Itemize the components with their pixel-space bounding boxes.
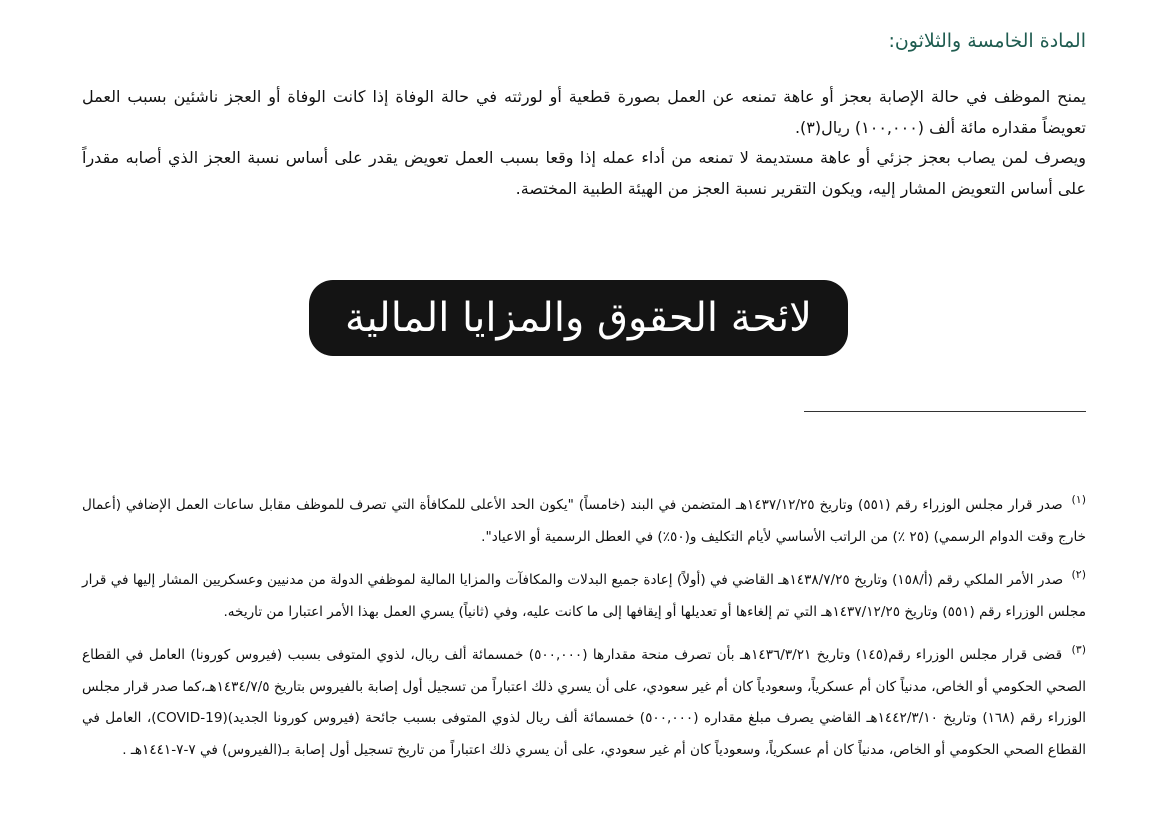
article-paragraph: ويصرف لمن يصاب بعجز جزئي أو عاهة مستديمة لا تمنعه من أداء عمله إذا وقعا بسبب العمل تعويض يقدر على أساس نسبة العجز الذي أصابه مقدراً على أساس التعويض المشار إليه، ويكون التقرير نسبة العجز من الهيئة الطبية المختصة. (82, 148, 1086, 198)
footnote-number: (١) (1071, 493, 1087, 507)
footnote-text: صدر الأمر الملكي رقم (أ/١٥٨) وتاريخ ١٤٣٨/٧/٢٥هـ القاضي في (أولاً) إعادة جميع البدلات والمكافآت والمزايا المالية لموظفي الدولة من مدنيين وعسكريين المشار إليها في قرار مجلس الوزراء رقم (٥٥١) وتاريخ ١٤٣٧/١٢/٢٥هـ التي تم إلغاءها أو تعديلها أو إيقافها إلى ما كانت عليه، وفي (ثانياً) يسري العمل بهذا الأمر اعتبارا من تاريخه. (82, 572, 1086, 620)
footnote-text: صدر قرار مجلس الوزراء رقم (٥٥١) وتاريخ ١٤٣٧/١٢/٢٥هـ المتضمن في البند (خامساً) "يكون الحد الأعلى للمكافأة التي تصرف للموظف مقابل ساعات العمل الإضافي (أعمال خارج وقت الدوام الرسمي) (٢٥ ٪) من الراتب الأساسي لأيام التكليف و(٥٠٪) في العطل الرسمية أو الاعياد". (82, 497, 1086, 545)
footnote-number: (٣) (1071, 643, 1086, 657)
footnote-divider (804, 411, 1086, 412)
footnotes (82, 490, 1086, 778)
article-paragraph: يمنح الموظف في حالة الإصابة بعجز أو عاهة تمنعه عن العمل بصورة قطعية أو لورثته في حالة الوفاة إذا كانت الوفاة أو العجز ناشئين بسبب العمل تعويضاً مقداره مائة ألف (١٠٠,٠٠٠) ريال(٣). (82, 87, 1086, 137)
banner-title: لائحة الحقوق والمزايا المالية (345, 295, 812, 341)
footnote (82, 490, 1086, 553)
footnote-text: قضى قرار مجلس الوزراء رقم(١٤٥) وتاريخ ١٤٣٦/٣/٢١هـ بأن تصرف منحة مقدارها (٥٠٠,٠٠٠) خمسمائة ألف ريال، لذوي المتوفى بسبب (فيروس كورونا) العامل في القطاع الصحي الحكومي أو الخاص، مدنياً كان أم عسكرياً، وسعودياً كان أم غير سعودي، على أن يسري ذلك اعتباراً من تسجيل أول إصابة بالفيروس بتاريخ ١٤٣٤/٧/٥هـ،كما صدر قرار مجلس الوزراء رقم (١٦٨) وتاريخ ١٤٤٢/٣/١٠هـ القاضي يصرف مبلغ مقداره (٥٠٠,٠٠٠) خمسمائة ألف ريال لذوي المتوفى بسبب جائحة (فيروس كورونا الجديد)(COVID-19)، العامل في القطاع الصحي الحكومي أو الخاص، مدنياً كان أم عسكرياً، وسعودياً كان أم غير سعودي، على أن يسري ذلك اعتباراً من تاريخ تسجيل أول إصابة بـ(الفيروس) في ٧-٧-١٤٤١هـ . (82, 647, 1086, 758)
article-body (82, 82, 1086, 204)
section-banner (309, 280, 848, 356)
article-title: المادة الخامسة والثلاثون: (888, 30, 1086, 52)
footnote (82, 640, 1086, 766)
footnote-number: (٢) (1071, 568, 1086, 582)
footnote (82, 565, 1086, 628)
